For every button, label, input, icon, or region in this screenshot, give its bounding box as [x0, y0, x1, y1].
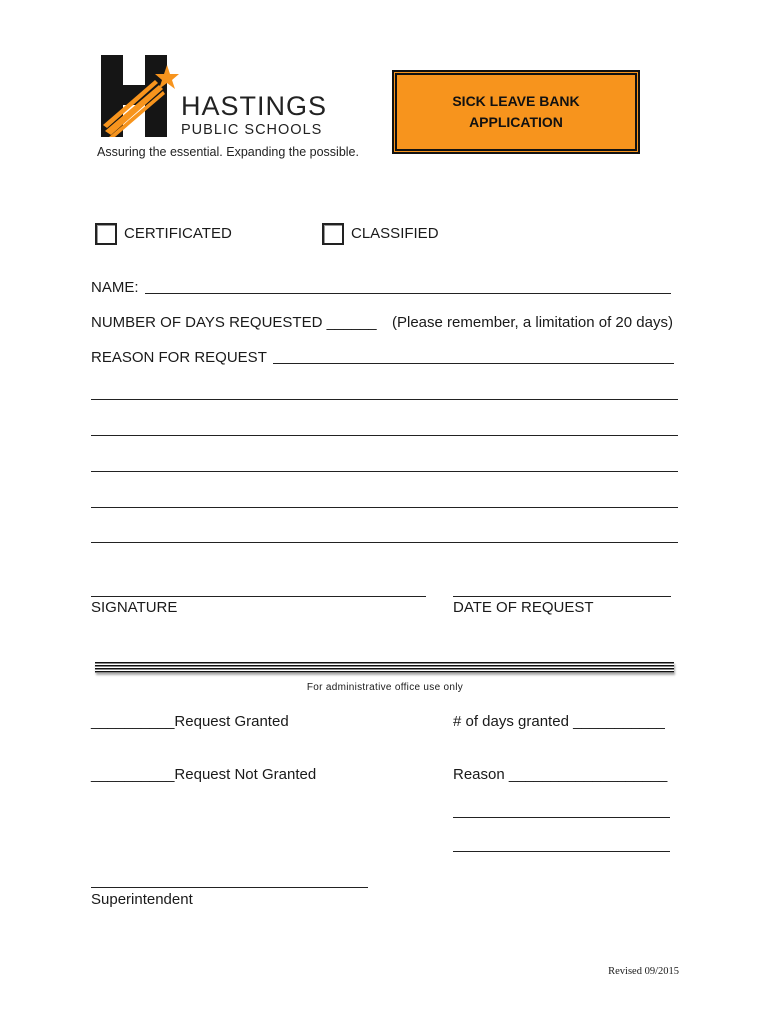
admin-reason-line-3[interactable]: [453, 851, 670, 852]
admin-reason: Reason ___________________: [453, 766, 668, 783]
reason-field-line[interactable]: [273, 363, 674, 364]
date-line[interactable]: [453, 596, 671, 597]
classified-checkbox[interactable]: [322, 223, 344, 245]
form-title-line1: SICK LEAVE BANK: [452, 93, 580, 109]
date-label: DATE OF REQUEST: [453, 599, 594, 616]
days-granted: # of days granted ___________: [453, 713, 665, 730]
days-requested-label: NUMBER OF DAYS REQUESTED ______: [91, 314, 377, 331]
classified-label: CLASSIFIED: [351, 225, 439, 242]
logo-wordmark: HASTINGS: [181, 91, 328, 121]
days-limit-note: (Please remember, a limitation of 20 days): [392, 314, 673, 331]
reason-line-3[interactable]: [91, 435, 678, 436]
name-field-line[interactable]: [145, 293, 671, 294]
form-title-line2: APPLICATION: [469, 114, 563, 130]
reason-line-6[interactable]: [91, 542, 678, 543]
revised-date: Revised 09/2015: [608, 966, 679, 977]
reason-line-2[interactable]: [91, 399, 678, 400]
admin-divider: [95, 662, 674, 673]
name-label: NAME:: [91, 279, 139, 296]
request-not-granted: __________Request Not Granted: [91, 766, 317, 783]
reason-line-4[interactable]: [91, 471, 678, 472]
hastings-logo-icon: [101, 55, 179, 137]
superintendent-label: Superintendent: [91, 891, 193, 908]
form-title-box: [395, 73, 637, 151]
signature-line[interactable]: [91, 596, 426, 597]
logo-tagline: Assuring the essential. Expanding the possible.: [97, 145, 359, 159]
logo-subtitle: PUBLIC SCHOOLS: [181, 122, 323, 138]
reason-line-5[interactable]: [91, 507, 678, 508]
certificated-checkbox[interactable]: [95, 223, 117, 245]
admin-reason-line-2[interactable]: [453, 817, 670, 818]
reason-label: REASON FOR REQUEST: [91, 349, 267, 366]
signature-label: SIGNATURE: [91, 599, 178, 616]
admin-heading: For administrative office use only: [306, 682, 464, 693]
certificated-label: CERTIFICATED: [124, 225, 232, 242]
request-granted: __________Request Granted: [91, 713, 289, 730]
superintendent-line[interactable]: [91, 887, 368, 888]
